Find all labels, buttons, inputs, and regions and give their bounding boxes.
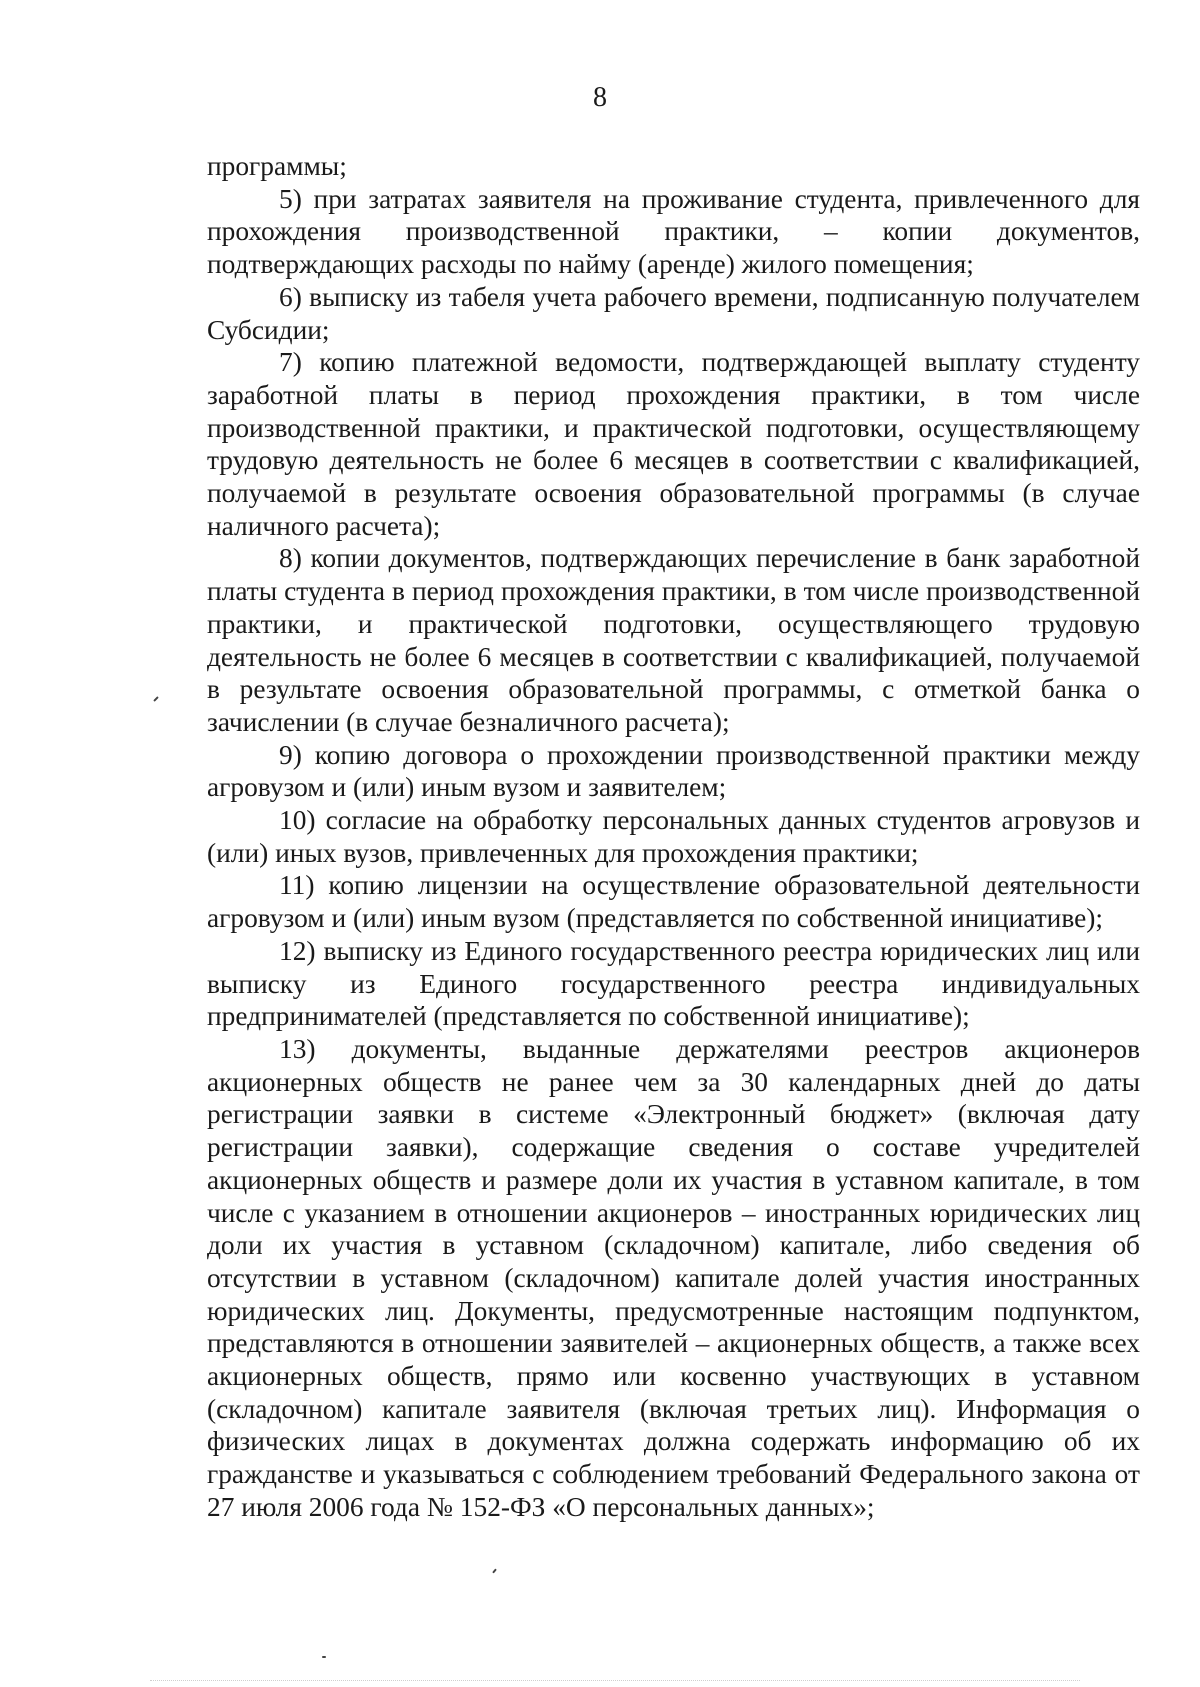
scan-speck: [322, 1656, 326, 1658]
list-item-7: 7) копию платежной ведомости, подтверждающей выплату студенту заработной платы в период прохождения практики, в том числе производственной практики, и практической подготовки, осуществляющему трудовую деятельность не более 6 месяцев в соответствии с квалификацией, получаемой в результате освоения образовательной программы (в случае наличного расчета);: [207, 347, 1140, 541]
scan-edge-noise: [150, 1680, 1080, 1682]
list-item-11: 11) копию лицензии на осуществление образовательной деятельности агровузом и (или) иным вузом (представляется по собственной инициативе);: [207, 870, 1140, 934]
page-number: 8: [593, 82, 607, 113]
list-item-13: 13) документы, выданные держателями реестров акционеров акционерных обществ не ранее чем за 30 календарных дней до даты регистрации заявки в системе «Электронный бюджет» (включая дату регистрации заявки), содержащие сведения о составе учредителей акционерных обществ и размере доли их участия в уставном капитале, в том числе с указанием в отношении акционеров – иностранных юридических лиц доли их участия в уставном (складочном) капитале, либо сведения об отсутствии в уставном (складочном) капитале долей участия иностранных юридических лиц. Документы, предусмотренные настоящим подпунктом, представляются в отношении заявителей – акционерных обществ, а также всех акционерных обществ, прямо или косвенно участвующих в уставном (складочном) капитале заявителя (включая третьих лиц). Информация о физических лицах в документах должна содержать информацию об их гражданстве и указываться с соблюдением требований Федерального закона от 27 июля 2006 года № 152-ФЗ «О персональных данных»;: [207, 1033, 1140, 1522]
list-item-12: 12) выписку из Единого государственного реестра юридических лиц или выписку из Единого государственного реестра индивидуальных предпринимателей (представляется по собственной инициативе);: [207, 935, 1140, 1032]
list-item-5: 5) при затратах заявителя на проживание студента, привлеченного для прохождения производственной практики, – копии документов, подтверждающих расходы по найму (аренде) жилого помещения;: [207, 183, 1140, 280]
list-item-6: 6) выписку из табеля учета рабочего времени, подписанную получателем Субсидии;: [207, 281, 1140, 345]
paragraph-continuation: программы;: [207, 151, 347, 181]
scan-speck: [492, 1568, 497, 1573]
document-body: [207, 150, 1140, 1524]
scan-speck: [153, 696, 159, 702]
list-item-8: 8) копии документов, подтверждающих перечисление в банк заработной платы студента в период прохождения практики, в том числе производственной практики, и практической подготовки, осуществляющего трудовую деятельность не более 6 месяцев в соответствии с квалификацией, получаемой в результате освоения образовательной программы, с отметкой банка о зачислении (в случае безналичного расчета);: [207, 543, 1140, 737]
list-item-9: 9) копию договора о прохождении производственной практики между агровузом и (или) иным вузом и заявителем;: [207, 739, 1140, 803]
list-item-10: 10) согласие на обработку персональных данных студентов агровузов и (или) иных вузов, привлеченных для прохождения практики;: [207, 805, 1140, 868]
